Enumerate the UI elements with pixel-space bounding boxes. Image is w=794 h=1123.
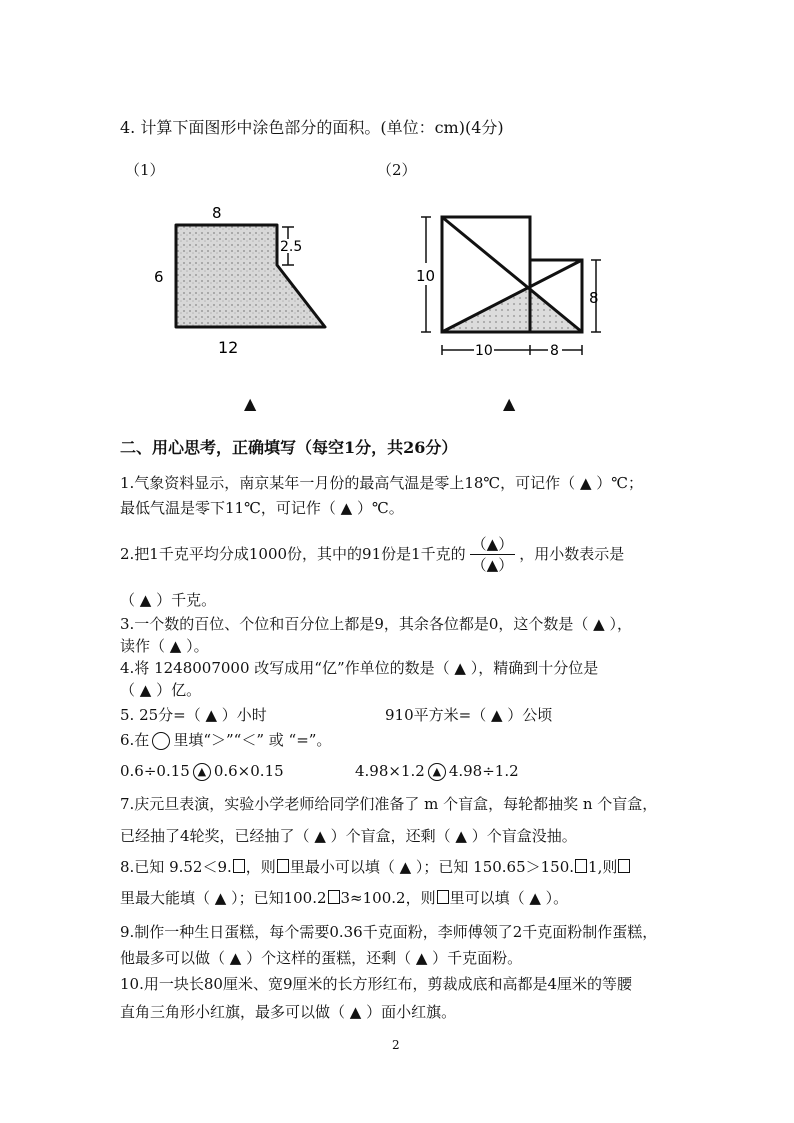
- q4-sub2-label: （2）: [377, 161, 417, 179]
- q8-text-b2: 3≈100.2，则: [340, 889, 436, 907]
- compare-circle-1[interactable]: ▲: [193, 763, 211, 781]
- q6-expr-3: 4.98×1.2: [355, 762, 425, 780]
- q2-fraction: [470, 535, 516, 574]
- q4-sub1-label: （1）: [125, 161, 165, 179]
- figure-2-shaded-region: [442, 287, 582, 332]
- fig2-right-label: 8: [589, 289, 599, 307]
- q4-title: 4. 计算下面图形中涂色部分的面积。(单位：cm)(4分): [120, 118, 504, 137]
- fig2-bottom-left-label: 10: [475, 343, 493, 359]
- q2-line-1: [120, 534, 624, 574]
- fig2-bottom-right-label: 8: [550, 343, 559, 359]
- compare-circle-2[interactable]: ▲: [428, 763, 446, 781]
- q2-line-2: （ ▲ ）千克。: [120, 591, 217, 609]
- fig2-left-label: 10: [416, 267, 436, 285]
- q8-text-a1: 8.已知 9.52＜9.: [120, 858, 232, 876]
- q7-line-2: 已经抽了4轮奖，已经抽了（ ▲ ）个盲盒，还剩（ ▲ ）个盲盒没抽。: [120, 827, 577, 845]
- q8-text-b3: 里可以填（ ▲ ）。: [449, 889, 569, 907]
- q1-line-1: 1.气象资料显示，南京某年一月份的最高气温是零上18℃，可记作（ ▲ ）℃；: [120, 474, 644, 492]
- blank-box-icon: [618, 859, 630, 873]
- fig1-top-label: 8: [212, 204, 222, 222]
- figure-1: [140, 195, 350, 365]
- q8-text-a4: 1,则: [588, 858, 618, 876]
- q8-text-a3: 里最小可以填（ ▲ ）；已知 150.65＞150.: [289, 858, 575, 876]
- q6-instruction: [120, 730, 331, 750]
- q4-answer-2[interactable]: ▲: [503, 394, 516, 413]
- q6-expr-1: 0.6÷0.15: [120, 762, 190, 780]
- q2-numerator[interactable]: （▲）: [471, 534, 514, 553]
- q5-part-b: 910平方米=（ ▲ ）公顷: [385, 706, 553, 724]
- q6-text-a: 6.在: [120, 731, 150, 749]
- q1-line-2: 最低气温是零下11℃，可记作（ ▲ ）℃。: [120, 499, 404, 517]
- section-2-title: 二、用心思考，正确填写（每空1分，共26分）: [120, 438, 458, 457]
- q9-line-1: 9.制作一种生日蛋糕，每个需要0.36千克面粉，李师傅领了2千克面粉制作蛋糕，: [120, 923, 658, 941]
- fill-q4-line-2: （ ▲ ）亿。: [120, 681, 202, 699]
- q8-line-2: [120, 888, 568, 908]
- blank-box-icon: [328, 890, 340, 904]
- blank-box-icon: [575, 859, 587, 873]
- fig1-bottom-label: 12: [218, 338, 239, 357]
- q7-line-1: 7.庆元旦表演，实验小学老师给同学们准备了 m 个盲盒，每轮都抽奖 n 个盲盒，: [120, 795, 658, 813]
- q6-expr-2: 0.6×0.15: [213, 762, 284, 780]
- blank-box-icon: [277, 859, 289, 873]
- q6-compare-1: [120, 761, 284, 781]
- page-number: 2: [392, 1038, 400, 1052]
- fig1-left-label: 6: [154, 268, 164, 286]
- q6-text-b: 里填“＞”“＜” 或 “=”。: [173, 731, 332, 749]
- q3-line-2: 读作（ ▲ ）。: [120, 637, 209, 655]
- q8-line-1: [120, 857, 631, 877]
- fig1-right-label: 2.5: [280, 239, 303, 255]
- q2-text-a: 2.把1千克平均分成1000份，其中的91份是1千克的: [120, 545, 466, 563]
- blank-box-icon: [437, 890, 449, 904]
- q6-compare-2: [355, 761, 519, 781]
- q10-line-2: 直角三角形小红旗，最多可以做（ ▲ ）面小红旗。: [120, 1003, 457, 1021]
- q2-text-b: ，用小数表示是: [519, 545, 625, 563]
- empty-circle-icon: [152, 732, 170, 750]
- q5-part-a: 5. 25分=（ ▲ ）小时: [120, 706, 267, 724]
- q8-text-b1: 里最大能填（ ▲ ）；已知100.2: [120, 889, 327, 907]
- q10-line-1: 10.用一块长80厘米、宽9厘米的长方形红布，剪裁成底和高都是4厘米的等腰: [120, 975, 633, 993]
- q4-answer-1[interactable]: ▲: [244, 394, 257, 413]
- figure-2: [410, 205, 610, 370]
- q6-expr-4: 4.98÷1.2: [448, 762, 519, 780]
- figure-1-shape: [176, 225, 325, 327]
- q2-denominator[interactable]: （▲）: [471, 555, 514, 574]
- fill-q4-line-1: 4.将 1248007000 改写成用“亿”作单位的数是（ ▲ ），精确到十分位是: [120, 659, 599, 677]
- q8-text-a2: ，则: [245, 858, 276, 876]
- q9-line-2: 他最多可以做（ ▲ ）个这样的蛋糕，还剩（ ▲ ）千克面粉。: [120, 949, 523, 967]
- blank-box-icon: [233, 859, 245, 873]
- q3-line-1: 3.一个数的百位、个位和百分位上都是9，其余各位都是0，这个数是（ ▲ ），: [120, 615, 632, 633]
